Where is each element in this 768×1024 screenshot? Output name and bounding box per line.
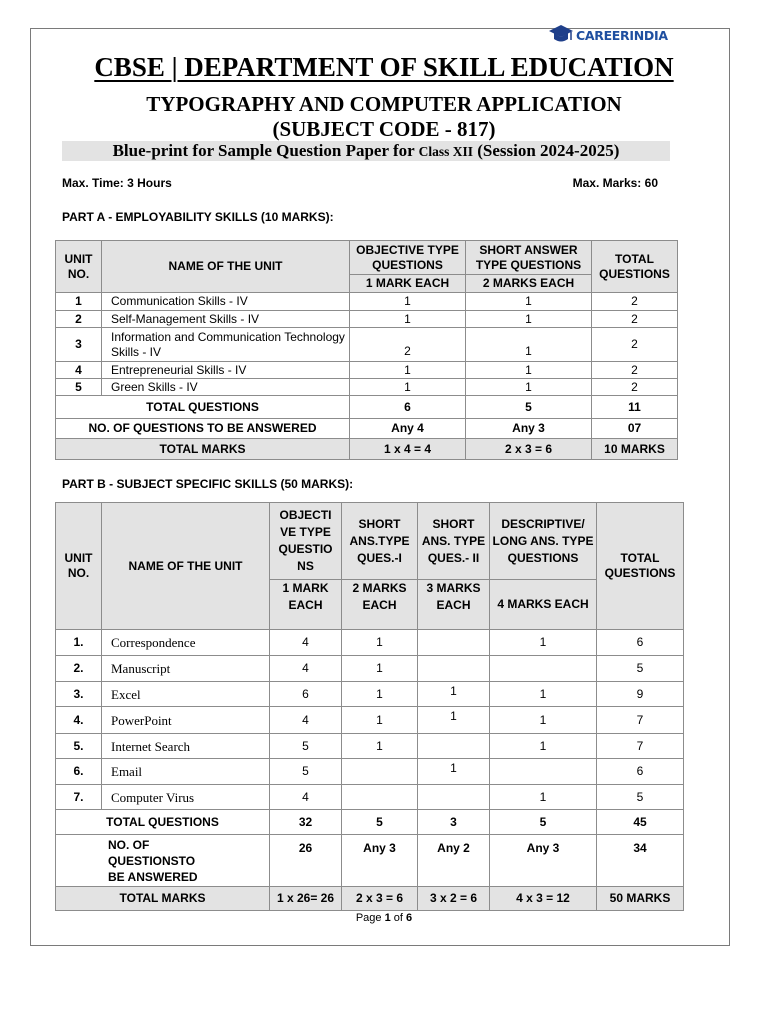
total-count: 2	[592, 293, 678, 311]
short1-to-answer: Any 3	[342, 835, 418, 887]
total-questions-row	[56, 810, 684, 835]
short-count: 1	[466, 293, 592, 311]
grand-total: 11	[592, 396, 678, 419]
objective-count: 1	[350, 379, 466, 396]
header-objective-marks: 1 MARK EACH	[270, 580, 342, 630]
header-unit-no: UNIT NO.	[56, 503, 102, 630]
table-row	[56, 682, 684, 707]
unit-name: Information and Communication Technology Skills - IV	[102, 328, 350, 362]
table-row	[56, 362, 678, 379]
questions-to-answer-row	[56, 835, 684, 887]
table-row	[56, 311, 678, 328]
short2-count	[418, 656, 490, 682]
total-marks: 10 MARKS	[592, 439, 678, 460]
header-short-type-1: SHORT ANS.TYPE QUES.-I	[342, 503, 418, 580]
page-number: Page 1 of 6	[355, 912, 413, 924]
unit-no: 3	[56, 328, 102, 362]
total-count: 5	[597, 785, 684, 810]
table-row	[56, 656, 684, 682]
objective-marks: 1 x 4 = 4	[350, 439, 466, 460]
short1-count: 1	[342, 707, 418, 734]
short-count: 1	[466, 362, 592, 379]
objective-count: 4	[270, 630, 342, 656]
careerindia-logo[interactable]	[548, 22, 668, 48]
short1-marks: 2 x 3 = 6	[342, 887, 418, 911]
table-row	[56, 759, 684, 785]
unit-no: 1.	[56, 630, 102, 656]
max-time: Max. Time: 3 Hours	[62, 176, 172, 190]
total-marks-row	[56, 887, 684, 911]
total-marks: 50 MARKS	[597, 887, 684, 911]
table-row	[56, 734, 684, 759]
unit-name: Green Skills - IV	[102, 379, 350, 396]
graduation-cap-icon	[548, 23, 574, 47]
total-marks-label: TOTAL MARKS	[56, 439, 350, 460]
long-total: 5	[490, 810, 597, 835]
unit-no: 3.	[56, 682, 102, 707]
unit-no: 5	[56, 379, 102, 396]
total-count: 5	[597, 656, 684, 682]
short1-total: 5	[342, 810, 418, 835]
part-a-table	[55, 240, 678, 460]
unit-name: Manuscript	[102, 656, 270, 682]
unit-no: 1	[56, 293, 102, 311]
long-count	[490, 656, 597, 682]
long-count: 1	[490, 630, 597, 656]
header-short2-marks: 3 MARKS EACH	[418, 580, 490, 630]
short1-count: 1	[342, 630, 418, 656]
unit-name: Internet Search	[102, 734, 270, 759]
short-count: 1	[466, 379, 592, 396]
objective-count: 1	[350, 293, 466, 311]
long-count: 1	[490, 734, 597, 759]
unit-name: Email	[102, 759, 270, 785]
objective-count: 2	[350, 328, 466, 362]
header-unit-no: UNIT NO.	[56, 241, 102, 293]
objective-count: 1	[350, 311, 466, 328]
total-count: 6	[597, 630, 684, 656]
objective-count: 4	[270, 785, 342, 810]
unit-no: 4	[56, 362, 102, 379]
header-objective: OBJECTIVE TYPE QUESTIONS	[350, 241, 466, 275]
header-short1-marks: 2 MARKS EACH	[342, 580, 418, 630]
objective-count: 5	[270, 759, 342, 785]
short1-count: 1	[342, 682, 418, 707]
objective-marks: 1 x 26= 26	[270, 887, 342, 911]
unit-name: Computer Virus	[102, 785, 270, 810]
total-questions-label: TOTAL QUESTIONS	[56, 396, 350, 419]
short2-count	[418, 630, 490, 656]
short1-count: 1	[342, 734, 418, 759]
header-unit-name: NAME OF THE UNIT	[102, 241, 350, 293]
total-count: 2	[592, 311, 678, 328]
objective-count: 6	[270, 682, 342, 707]
subject-code: (SUBJECT CODE - 817)	[272, 117, 496, 141]
short-to-answer: Any 3	[466, 419, 592, 439]
unit-no: 6.	[56, 759, 102, 785]
questions-to-answer-row	[56, 419, 678, 439]
header-objective: OBJECTI VE TYPE QUESTIO NS	[270, 503, 342, 580]
total-count: 9	[597, 682, 684, 707]
short2-count	[418, 734, 490, 759]
table-row	[56, 707, 684, 734]
objective-total: 6	[350, 396, 466, 419]
header-unit-name: NAME OF THE UNIT	[102, 503, 270, 630]
part-b-table	[55, 502, 684, 911]
long-count	[490, 759, 597, 785]
total-marks-label: TOTAL MARKS	[56, 887, 270, 911]
short2-count: 1	[418, 707, 490, 734]
unit-name: Correspondence	[102, 630, 270, 656]
subject-title: TYPOGRAPHY AND COMPUTER APPLICATION	[146, 92, 622, 116]
max-marks: Max. Marks: 60	[572, 176, 658, 190]
unit-no: 5.	[56, 734, 102, 759]
questions-to-answer-label: NO. OF QUESTIONSTO BE ANSWERED	[56, 835, 270, 887]
short-count: 1	[466, 311, 592, 328]
unit-no: 2.	[56, 656, 102, 682]
part-a-heading: PART A - EMPLOYABILITY SKILLS (10 MARKS):	[62, 210, 334, 224]
short1-count: 1	[342, 656, 418, 682]
total-count: 2	[592, 362, 678, 379]
long-count: 1	[490, 682, 597, 707]
table-row	[56, 630, 684, 656]
long-count: 1	[490, 785, 597, 810]
table-row	[56, 328, 678, 362]
short2-count: 1	[418, 759, 490, 785]
header-short-answer: SHORT ANSWER TYPE QUESTIONS	[466, 241, 592, 275]
objective-to-answer: 26	[270, 835, 342, 887]
header-descriptive: DESCRIPTIVE/ LONG ANS. TYPE QUESTIONS	[490, 503, 597, 580]
blueprint-banner: Blue-print for Sample Question Paper for Class XII (Session 2024-2025)	[62, 141, 670, 161]
short-total: 5	[466, 396, 592, 419]
grand-total: 45	[597, 810, 684, 835]
total-to-answer: 34	[597, 835, 684, 887]
objective-count: 4	[270, 707, 342, 734]
unit-no: 4.	[56, 707, 102, 734]
short2-total: 3	[418, 810, 490, 835]
page-title: CBSE | DEPARTMENT OF SKILL EDUCATION	[94, 52, 674, 82]
long-count: 1	[490, 707, 597, 734]
objective-to-answer: Any 4	[350, 419, 466, 439]
long-to-answer: Any 3	[490, 835, 597, 887]
header-short-marks: 2 MARKS EACH	[466, 275, 592, 293]
questions-to-answer-label: NO. OF QUESTIONS TO BE ANSWERED	[56, 419, 350, 439]
objective-total: 32	[270, 810, 342, 835]
header-objective-marks: 1 MARK EACH	[350, 275, 466, 293]
unit-no: 7.	[56, 785, 102, 810]
unit-name: Communication Skills - IV	[102, 293, 350, 311]
objective-count: 5	[270, 734, 342, 759]
total-count: 7	[597, 707, 684, 734]
unit-name: Self-Management Skills - IV	[102, 311, 350, 328]
short-count: 1	[466, 328, 592, 362]
total-to-answer: 07	[592, 419, 678, 439]
objective-count: 4	[270, 656, 342, 682]
header-total-questions: TOTAL QUESTIONS	[592, 241, 678, 293]
unit-name: Excel	[102, 682, 270, 707]
total-count: 6	[597, 759, 684, 785]
total-count: 2	[592, 379, 678, 396]
header-short-type-2: SHORT ANS. TYPE QUES.- II	[418, 503, 490, 580]
short1-count	[342, 785, 418, 810]
total-questions-row	[56, 396, 678, 419]
total-count: 7	[597, 734, 684, 759]
short2-to-answer: Any 2	[418, 835, 490, 887]
unit-name: Entrepreneurial Skills - IV	[102, 362, 350, 379]
table-row	[56, 785, 684, 810]
total-marks-row	[56, 439, 678, 460]
brand-name: CAREERINDIA	[576, 27, 668, 43]
total-questions-label: TOTAL QUESTIONS	[56, 810, 270, 835]
unit-no: 2	[56, 311, 102, 328]
objective-count: 1	[350, 362, 466, 379]
total-count: 2	[592, 328, 678, 362]
long-marks: 4 x 3 = 12	[490, 887, 597, 911]
short1-count	[342, 759, 418, 785]
unit-name: PowerPoint	[102, 707, 270, 734]
part-b-heading: PART B - SUBJECT SPECIFIC SKILLS (50 MARKS):	[62, 477, 354, 491]
table-row	[56, 379, 678, 396]
short2-count: 1	[418, 682, 490, 707]
short2-marks: 3 x 2 = 6	[418, 887, 490, 911]
header-long-marks: 4 MARKS EACH	[490, 580, 597, 630]
short-marks: 2 x 3 = 6	[466, 439, 592, 460]
header-total-questions: TOTAL QUESTIONS	[597, 503, 684, 630]
short2-count	[418, 785, 490, 810]
table-row	[56, 293, 678, 311]
